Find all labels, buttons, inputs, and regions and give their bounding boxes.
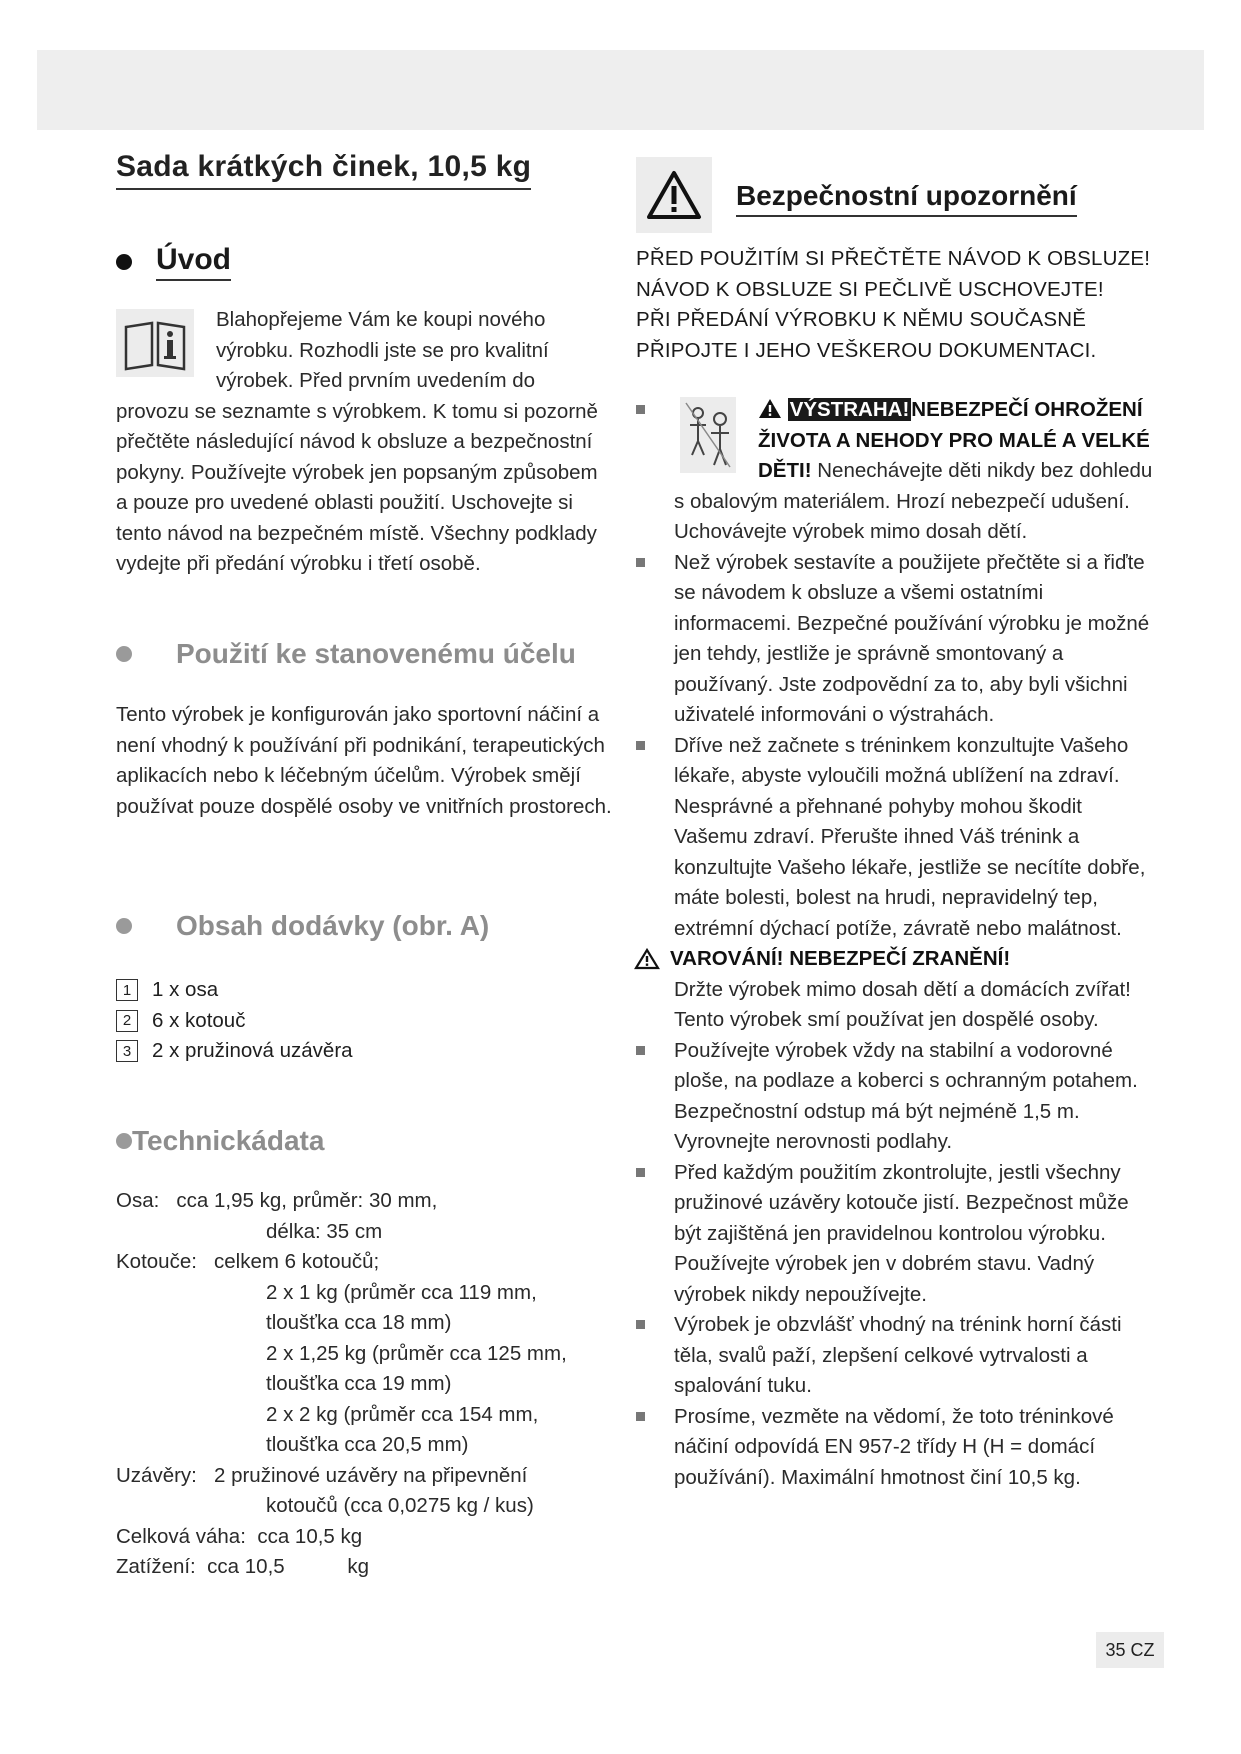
document-title: Sada krátkých činek, 10,5 kg bbox=[116, 150, 531, 190]
square-bullet-icon bbox=[636, 558, 645, 567]
list-item: Než výrobek sestavíte a použijete přečtěte si a řiďte se návodem k obsluze a všemi ostatními informacemi. Bezpečné používání výrobku je možné jen tehdy, jestliže je správně smontovaný a používaný. Jste zodpovědní za to, aby byli všichni uživatelé informováni o výstrahách. bbox=[636, 548, 1156, 731]
tech-line: tloušťka cca 19 mm) bbox=[266, 1372, 452, 1395]
tech-line: Celková váha: cca 10,5 kg bbox=[116, 1524, 363, 1548]
square-bullet-icon bbox=[636, 1046, 645, 1055]
bullet-dot-icon bbox=[116, 254, 132, 270]
tech-line: Osa: cca 1,95 kg, průměr: 30 mm, bbox=[116, 1189, 438, 1212]
package-contents-heading: Obsah dodávky (obr. A) bbox=[116, 910, 489, 942]
square-bullet-icon bbox=[636, 741, 645, 750]
tech-line: tloušťka cca 18 mm) bbox=[266, 1311, 452, 1334]
list-item: Výrobek je obzvlášť vhodný na trénink horní části těla, svalů paží, zlepšení celkové vytrvalosti a spalování tuku. bbox=[636, 1310, 1156, 1402]
list-item: VÝSTRAHA!NEBEZPEČÍ OHROŽENÍ ŽIVOTA A NEHODY PRO MALÉ A VELKÉ DĚTI! Nenechávejte děti nikdy bez dohledu s obalovým materiálem. Hrozí nebezpečí udušení. Uchovávejte výrobek mimo dosah dětí. bbox=[636, 395, 1156, 548]
safety-caps-notice: PŘED POUŽITÍM SI PŘEČTĚTE NÁVOD K OBSLUZE! NÁVOD K OBSLUZE SI PEČLIVĚ USCHOVEJTE! PŘI PŘEDÁNÍ VÝROBKU K NĚMU SOUČASNĚ PŘIPOJTE I JEHO VEŠKEROU DOKUMENTACI. bbox=[636, 247, 1151, 362]
list-item: Před každým použitím zkontrolujte, jestli všechny pružinové uzávěry kotouče jistí. Bezpečnost může být zajištěná jen pravidelnou kontrolou výrobku. Používejte výrobek jen v dobrém stavu. Vadný výrobek nikdy nepoužívejte. bbox=[636, 1158, 1156, 1311]
square-bullet-icon bbox=[636, 1320, 645, 1329]
tech-line: kotoučů (cca 0,0275 kg / kus) bbox=[266, 1494, 534, 1517]
page-number: 35 CZ bbox=[1096, 1632, 1164, 1668]
tech-line: Kotouče: celkem 6 kotoučů; bbox=[116, 1250, 380, 1273]
list-item: Dříve než začnete s tréninkem konzultujte Vašeho lékaře, abyste vyloučili možná ublížení na zdraví. Nesprávné a přehnané pohyby mohou škodit Vašemu zdraví. Přerušte ihned Váš trénink a konzultujte Vašeho lékaře, jestliže se necítíte dobře, máte bolesti, bolest na hrudi, nepravidelný tep, extrémní dýchací potíže, závratě nebo malátnost. bbox=[636, 731, 1156, 945]
square-bullet-icon bbox=[636, 1412, 645, 1421]
bullet-dot-icon bbox=[116, 1133, 132, 1149]
bullet-dot-icon bbox=[116, 646, 132, 662]
list-item: Používejte výrobek vždy na stabilní a vodorovné ploše, na podlaze a koberci s ochranným potahem. Bezpečnostní odstup má být nejméně 1,5 m. Vyrovnejte nerovnosti podlahy. bbox=[636, 1036, 1156, 1158]
manual-info-icon bbox=[116, 309, 194, 377]
intended-use-text: Tento výrobek je konfigurován jako sportovní náčiní a není vhodný k používání při podnikání, terapeutických aplikacích nebo k léčebným účelům. Výrobek smějí používat pouze dospělé osoby ve vnitřních prostorech. bbox=[116, 703, 612, 818]
tech-line: Uzávěry: 2 pružinové uzávěry na připevnění bbox=[116, 1463, 528, 1487]
tech-line: tloušťka cca 20,5 mm) bbox=[266, 1433, 469, 1456]
list-item: 3 2 x pružinová uzávěra bbox=[116, 1036, 353, 1067]
list-item: Prosíme, vezměte na vědomí, že toto tréninkové náčiní odpovídá EN 957-2 třídy H (H = domácí používání). Maximální hmotnost činí 10,5 kg. bbox=[636, 1402, 1156, 1494]
tech-line: délka: 35 cm bbox=[266, 1219, 383, 1243]
list-item: 1 1 x osa bbox=[116, 975, 353, 1006]
square-bullet-icon bbox=[636, 405, 645, 414]
warning-triangle-icon bbox=[636, 157, 712, 233]
small-warning-outline-icon bbox=[634, 948, 660, 970]
tech-line: 2 x 1,25 kg (průměr cca 125 mm, bbox=[266, 1341, 567, 1365]
tech-line: 2 x 2 kg (průměr cca 154 mm, bbox=[266, 1402, 539, 1426]
child-hazard-icon bbox=[680, 397, 736, 473]
intro-text: Blahopřejeme Vám ke koupi nového výrobku. Rozhodli jste se pro kvalitní výrobek. Před prvním uvedením do provozu se seznamte s výrobkem. K tomu si pozorně přečtěte následující návod k obsluze a bezpečnostní pokyny. Používejte výrobek jen popsaným způsobem a pouze pro uvedené oblasti použití. Uschovejte si tento návod na bezpečném místě. Všechny podklady vydejte při předání výrobku i třetí osobě. bbox=[116, 308, 598, 575]
intro-section bbox=[116, 305, 612, 580]
header-band bbox=[37, 50, 1204, 130]
intro-heading: Úvod bbox=[116, 243, 231, 281]
safety-heading: Bezpečnostní upozornění bbox=[736, 180, 1077, 217]
technical-data-heading: Technickádata bbox=[116, 1125, 324, 1157]
bullet-dot-icon bbox=[116, 918, 132, 934]
injury-warning bbox=[636, 944, 1156, 1036]
technical-data-list bbox=[116, 1186, 636, 1583]
list-item: 2 6 x kotouč bbox=[116, 1006, 353, 1037]
small-warning-icon bbox=[758, 398, 782, 419]
package-contents-list bbox=[116, 975, 353, 1067]
safety-list bbox=[636, 395, 1156, 1493]
injury-warning-text: Držte výrobek mimo dosah dětí a domácích zvířat! Tento výrobek smí používat jen dospělé osoby. bbox=[674, 977, 1131, 1031]
square-bullet-icon bbox=[636, 1168, 645, 1177]
tech-line: Zatížení: cca 10,5 kg bbox=[116, 1555, 369, 1578]
intended-use-heading: Použití ke stanovenému účelu bbox=[116, 638, 576, 670]
injury-warning-heading: VAROVÁNÍ! NEBEZPEČÍ ZRANĚNÍ! bbox=[670, 947, 1011, 970]
tech-line: 2 x 1 kg (průměr cca 119 mm, bbox=[266, 1280, 537, 1304]
